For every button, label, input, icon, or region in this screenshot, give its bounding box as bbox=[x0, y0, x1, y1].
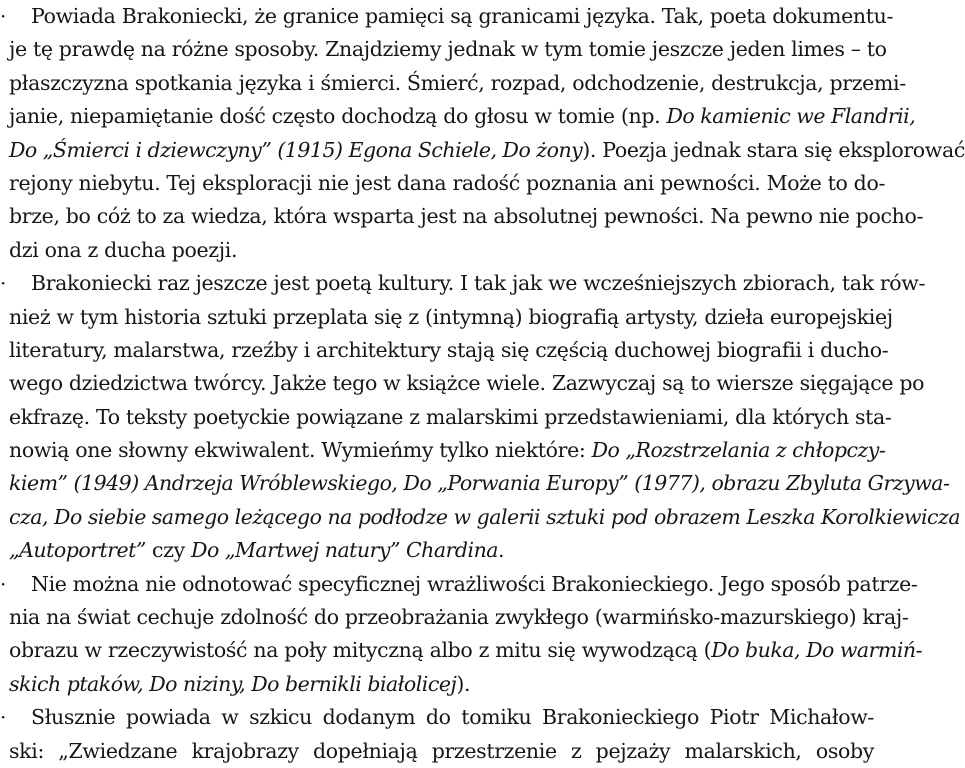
bullet-paragraph bbox=[0, 267, 961, 568]
bullet-paragraph bbox=[0, 0, 965, 267]
bullet-paragraph bbox=[0, 701, 874, 768]
text-line bbox=[9, 334, 889, 367]
text-line bbox=[9, 634, 923, 667]
text-line bbox=[9, 434, 886, 467]
text-line bbox=[9, 668, 874, 701]
italic-title-text: Do kamienic we Flandrii, bbox=[666, 104, 916, 129]
italic-title-text: Do „Martwej natury” Chardina bbox=[191, 538, 499, 563]
italic-title-text: Do „Rozstrzelania z chłopczy- bbox=[591, 438, 886, 463]
text-line bbox=[9, 134, 965, 167]
bullet-marker: · bbox=[0, 4, 7, 28]
text-line bbox=[9, 501, 961, 534]
body-text: . bbox=[498, 538, 505, 563]
body-text: rejony niebytu. Tej eksploracji nie jest dana radość poznania ani pewności. Może to do- bbox=[9, 170, 886, 195]
body-text: literatury, malarstwa, rzeźby i architektury stają się częścią duchowej biografii i ducho- bbox=[9, 337, 889, 362]
body-text: czy bbox=[145, 538, 192, 563]
text-line bbox=[9, 367, 925, 400]
text-line bbox=[9, 100, 916, 133]
body-text: Słusznie powiada w szkicu dodanym do tomiku Brakonieckiego Piotr Michałow- bbox=[31, 705, 874, 730]
italic-title-text: Do „Śmierci i dziewczyny” (1915) Egona Schiele, Do żony bbox=[9, 137, 583, 162]
body-text: nowią one słowny ekwiwalent. Wymieńmy tylko niektóre: bbox=[9, 438, 592, 463]
text-line bbox=[9, 568, 918, 601]
bullet-paragraph bbox=[0, 568, 923, 702]
italic-title-text: cza, Do siebie samego leżącego na podłodze w galerii sztuki pod obrazem Leszka Korolkiewicza bbox=[9, 504, 961, 529]
text-line bbox=[9, 301, 893, 334]
body-text: wego dziedzictwa twórcy. Jakże tego w książce wiele. Zazwyczaj są to wiersze sięgające po bbox=[9, 371, 925, 396]
body-text: je tę prawdę na różne sposoby. Znajdziemy jednak w tym tomie jeszcze jeden limes – to bbox=[9, 37, 887, 62]
bullet-marker: · bbox=[0, 271, 7, 296]
italic-title-text: kiem” (1949) Andrzeja Wróblewskiego, Do „Porwania Europy” (1977), obrazu Zbyluta Grzywa- bbox=[9, 471, 950, 496]
body-text: nia na świat cechuje zdolność do przeobrażania zwykłego (warmińsko-mazurskiego) kraj- bbox=[9, 605, 909, 630]
text-line bbox=[9, 234, 874, 267]
body-text: płaszczyzna spotkania języka i śmierci. Śmierć, rozpad, odchodzenie, destrukcja, przemi- bbox=[9, 70, 906, 95]
text-line bbox=[9, 534, 874, 567]
body-text: dzi ona z ducha poezji. bbox=[9, 237, 238, 262]
text-line bbox=[9, 67, 906, 100]
body-text: ). Poezja jednak stara się eksplorować bbox=[582, 137, 965, 162]
text-line bbox=[9, 0, 894, 33]
body-text: brze, bo cóż to za wiedza, która wsparta jest na absolutnej pewności. Na pewno nie pocho- bbox=[9, 204, 924, 229]
body-text: janie, niepamiętanie dość często dochodzą do głosu w tomie (np. bbox=[9, 104, 667, 129]
text-line bbox=[9, 33, 887, 66]
body-text: Powiada Brakoniecki, że granice pamięci są granicami języka. Tak, poeta dokumentu- bbox=[31, 4, 894, 28]
text-line bbox=[9, 735, 874, 768]
text-line bbox=[9, 167, 886, 200]
bullet-marker: · bbox=[0, 705, 7, 730]
body-text: Nie można nie odnotować specyficznej wrażliwości Brakonieckiego. Jego sposób patrze- bbox=[31, 571, 918, 596]
text-line bbox=[9, 701, 874, 734]
text-line bbox=[9, 200, 924, 233]
body-text: ekfrazę. To teksty poetyckie powiązane z malarskimi przedstawieniami, dla których sta- bbox=[9, 404, 892, 429]
italic-title-text: „Autoportret” bbox=[9, 538, 146, 563]
body-text: ). bbox=[456, 671, 471, 696]
text-line bbox=[9, 401, 892, 434]
body-text: ski: „Zwiedzane krajobrazy dopełniają przestrzenie z pejzaży malarskich, osoby bbox=[9, 738, 874, 763]
italic-title-text: Do buka, Do warmiń- bbox=[711, 638, 923, 663]
text-line bbox=[9, 601, 909, 634]
text-line bbox=[9, 467, 950, 500]
bullet-marker: · bbox=[0, 571, 7, 596]
body-text: obrazu w rzeczywistość na poły mityczną albo z mitu się wywodzącą ( bbox=[9, 638, 712, 663]
body-text: nież w tym historia sztuki przeplata się z (intymną) biografią artysty, dzieła europejskiej bbox=[9, 304, 893, 329]
body-text: Brakoniecki raz jeszcze jest poetą kultury. I tak jak we wcześniejszych zbiorach, tak rów- bbox=[31, 271, 926, 296]
italic-title-text: skich ptaków, Do niziny, Do bernikli białolicej bbox=[9, 671, 457, 696]
text-line bbox=[9, 267, 926, 300]
